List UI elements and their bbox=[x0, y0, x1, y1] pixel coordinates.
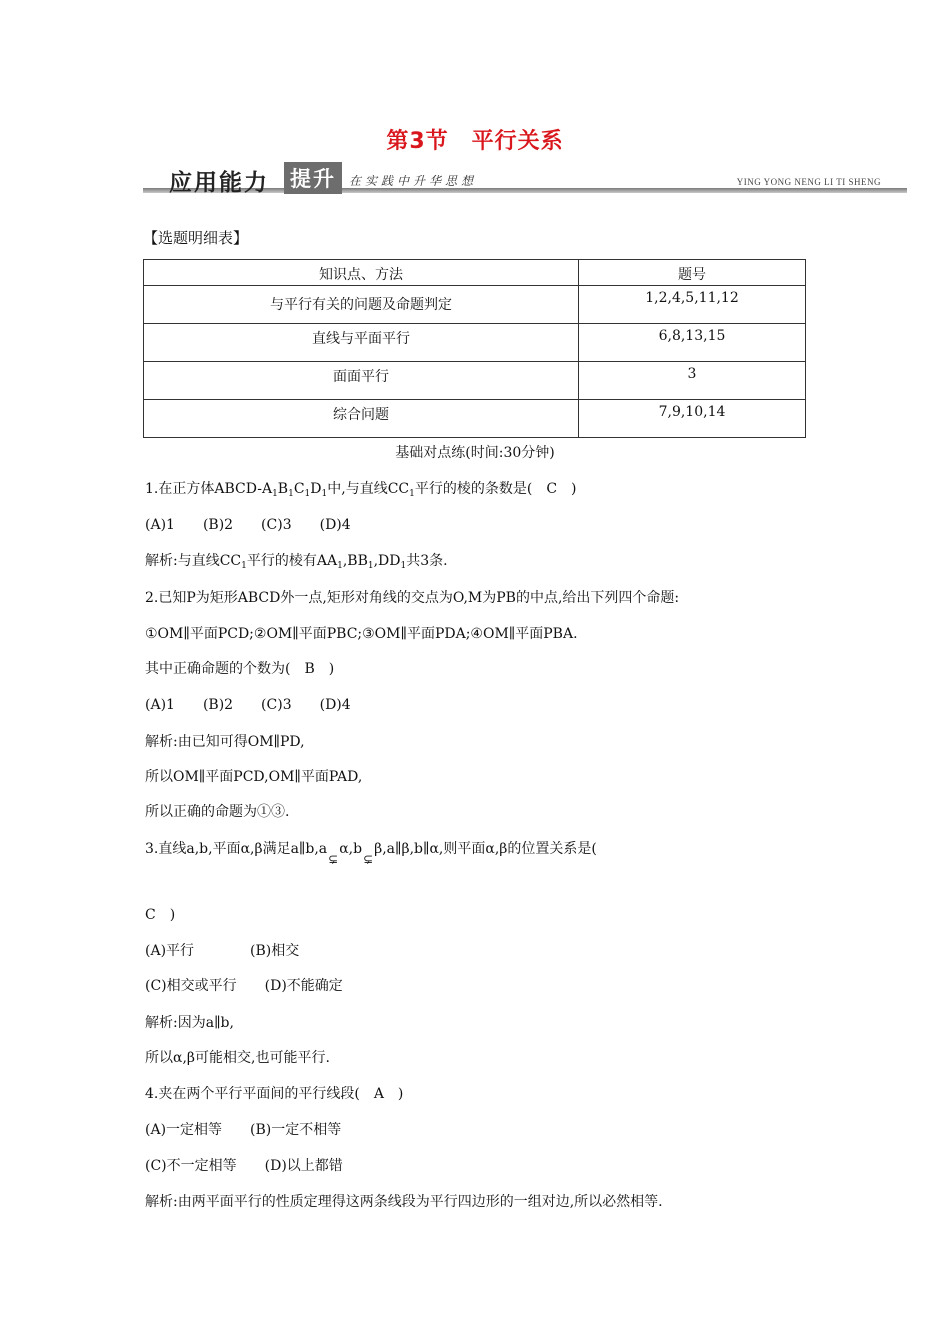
subset-symbol: ⊊ bbox=[328, 852, 339, 866]
q3-analysis-2: 所以α,β可能相交,也可能平行. bbox=[145, 1050, 330, 1066]
q1-analysis bbox=[145, 550, 448, 571]
text: B bbox=[277, 481, 289, 497]
text: β,a∥β,b∥α,则平面α,β的位置关系是( bbox=[374, 841, 597, 857]
text: 中,与直线CC bbox=[327, 481, 410, 497]
text: 解析:与直线CC bbox=[145, 553, 242, 569]
subscript: 1 bbox=[400, 561, 407, 571]
text: ,BB bbox=[342, 553, 368, 569]
subscript: 1 bbox=[367, 561, 374, 571]
text: D bbox=[310, 481, 322, 497]
text: C bbox=[293, 481, 305, 497]
ability-banner bbox=[143, 164, 907, 196]
q1-stem bbox=[145, 478, 577, 499]
q3-stem bbox=[145, 838, 597, 866]
subscript: 1 bbox=[409, 489, 415, 499]
practice-heading: 基础对点练(时间:30分钟) bbox=[395, 445, 555, 461]
table-cell: 面面平行 bbox=[144, 362, 579, 400]
selection-table bbox=[143, 259, 806, 438]
text: 共3条. bbox=[406, 553, 448, 569]
subscript: 1 bbox=[337, 561, 343, 571]
table-row bbox=[144, 400, 806, 438]
table-row bbox=[144, 286, 806, 324]
q2-propositions: ①OM∥平面PCD;②OM∥平面PBC;③OM∥平面PDA;④OM∥平面PBA. bbox=[145, 626, 578, 642]
q2-stem: 2.已知P为矩形ABCD外一点,矩形对角线的交点为O,M为PB的中点,给出下列四个命题: bbox=[145, 590, 680, 606]
subscript: 1 bbox=[304, 489, 311, 499]
banner-pinyin: YING YONG NENG LI TI SHENG bbox=[736, 177, 881, 187]
q3-options-2: (C)相交或平行 (D)不能确定 bbox=[145, 978, 343, 994]
text: 1.在正方体ABCD-A bbox=[145, 481, 273, 497]
text: 平行的棱的条数是( C ) bbox=[414, 481, 577, 497]
table-cell: 3 bbox=[579, 362, 806, 400]
subscript: 1 bbox=[241, 561, 247, 571]
subscript: 1 bbox=[288, 489, 294, 499]
text: 平行的棱有AA bbox=[246, 553, 338, 569]
subscript: 1 bbox=[321, 489, 328, 499]
subset-symbol: ⊊ bbox=[363, 852, 374, 866]
section-title: 第3节 平行关系 bbox=[386, 129, 564, 154]
q4-stem: 4.夹在两个平行平面间的平行线段( A ) bbox=[145, 1086, 404, 1102]
text: ,DD bbox=[373, 553, 401, 569]
q3-answer: C ) bbox=[145, 907, 176, 923]
table-cell-text: 与平行有关的问题及命题判定 bbox=[270, 297, 452, 313]
table-label: 【选题明细表】 bbox=[143, 229, 249, 247]
q2-analysis-3: 所以正确的命题为①③. bbox=[145, 804, 290, 820]
table-cell: 7,9,10,14 bbox=[579, 400, 806, 438]
q2-question: 其中正确命题的个数为( B ) bbox=[145, 661, 335, 677]
q1-options: (A)1 (B)2 (C)3 (D)4 bbox=[145, 517, 351, 533]
banner-main: 应用能力 bbox=[169, 170, 269, 196]
banner-highlight: 提升 bbox=[284, 162, 342, 194]
table-header-row bbox=[144, 260, 806, 286]
q2-analysis-1: 解析:由已知可得OM∥PD, bbox=[145, 734, 305, 750]
table-header: 题号 bbox=[579, 260, 806, 286]
q4-options-1: (A)一定相等 (B)一定不相等 bbox=[145, 1122, 342, 1138]
text: α,b bbox=[339, 841, 363, 857]
table-row bbox=[144, 362, 806, 400]
q3-options-1: (A)平行 (B)相交 bbox=[145, 943, 300, 959]
q2-options: (A)1 (B)2 (C)3 (D)4 bbox=[145, 697, 351, 713]
table-cell bbox=[144, 286, 579, 324]
banner-slogan: 在实践中升华思想 bbox=[349, 174, 478, 188]
table-header: 知识点、方法 bbox=[144, 260, 579, 286]
table-cell: 直线与平面平行 bbox=[144, 324, 579, 362]
q4-options-2: (C)不一定相等 (D)以上都错 bbox=[145, 1158, 343, 1174]
subscript: 1 bbox=[272, 489, 278, 499]
table-cell: 1,2,4,5,11,12 bbox=[579, 286, 806, 324]
q4-analysis: 解析:由两平面平行的性质定理得这两条线段为平行四边形的一组对边,所以必然相等. bbox=[145, 1194, 663, 1210]
q3-analysis-1: 解析:因为a∥b, bbox=[145, 1015, 234, 1031]
table-cell: 6,8,13,15 bbox=[579, 324, 806, 362]
text: 3.直线a,b,平面α,β满足a∥b,a bbox=[145, 841, 328, 857]
table-row bbox=[144, 324, 806, 362]
q2-analysis-2: 所以OM∥平面PCD,OM∥平面PAD, bbox=[145, 769, 363, 785]
table-cell: 综合问题 bbox=[144, 400, 579, 438]
